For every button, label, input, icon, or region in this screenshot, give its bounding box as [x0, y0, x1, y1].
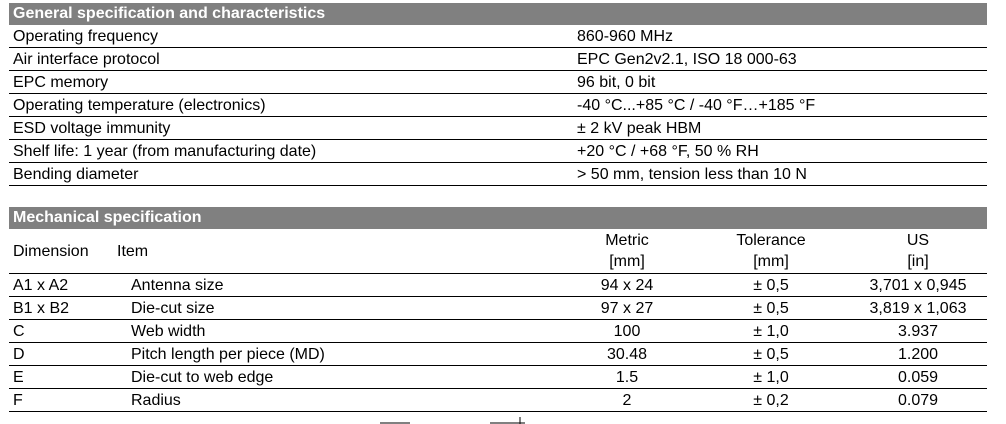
metric-label: Metric: [605, 232, 649, 249]
mechanical-spec-table: [9, 229, 987, 412]
spec-value: ± 2 kV peak HBM: [573, 117, 987, 140]
us-cell: 0.079: [849, 389, 987, 412]
general-spec-row: [9, 71, 987, 94]
item-cell: Web width: [113, 320, 561, 343]
metric-cell: 100: [561, 320, 693, 343]
dimension-cell: E: [9, 366, 113, 389]
dimension-col-header: Dimension: [9, 229, 113, 274]
us-cell: 1.200: [849, 343, 987, 366]
mechanical-spec-row: [9, 366, 987, 389]
page-fragment-decoration: [380, 417, 525, 424]
mechanical-spec-row: [9, 343, 987, 366]
general-spec-row: [9, 94, 987, 117]
item-col-header: Item: [113, 229, 561, 274]
general-spec-table: [9, 25, 987, 186]
metric-unit: [mm]: [609, 253, 645, 270]
tolerance-unit: [mm]: [753, 253, 789, 270]
tolerance-cell: ± 0,5: [693, 274, 849, 297]
tolerance-col-header: [693, 229, 849, 274]
spec-label: Bending diameter: [9, 163, 573, 186]
metric-cell: 94 x 24: [561, 274, 693, 297]
item-cell: Antenna size: [113, 274, 561, 297]
general-spec-row: [9, 117, 987, 140]
mechanical-header-row: [9, 229, 987, 274]
metric-cell: 2: [561, 389, 693, 412]
tolerance-cell: ± 1,0: [693, 366, 849, 389]
us-cell: 3,701 x 0,945: [849, 274, 987, 297]
item-cell: Pitch length per piece (MD): [113, 343, 561, 366]
spec-label: Shelf life: 1 year (from manufacturing date): [9, 140, 573, 163]
mechanical-spec-row: [9, 389, 987, 412]
metric-col-header: [561, 229, 693, 274]
spec-value: 860-960 MHz: [573, 25, 987, 48]
us-col-header: [849, 229, 987, 274]
spec-label: EPC memory: [9, 71, 573, 94]
general-spec-header: General specification and characteristics: [9, 3, 987, 25]
tolerance-cell: ± 0,2: [693, 389, 849, 412]
item-cell: Die-cut to web edge: [113, 366, 561, 389]
mechanical-spec-row: [9, 274, 987, 297]
dimension-cell: A1 x A2: [9, 274, 113, 297]
general-spec-row: [9, 48, 987, 71]
us-unit: [in]: [907, 253, 929, 270]
mechanical-spec-header: Mechanical specification: [9, 207, 987, 229]
spec-label: Air interface protocol: [9, 48, 573, 71]
tolerance-cell: ± 0,5: [693, 297, 849, 320]
metric-cell: 30.48: [561, 343, 693, 366]
dimension-cell: F: [9, 389, 113, 412]
general-spec-row: [9, 140, 987, 163]
spec-label: Operating frequency: [9, 25, 573, 48]
spec-label: Operating temperature (electronics): [9, 94, 573, 117]
us-cell: 3.937: [849, 320, 987, 343]
general-spec-row: [9, 163, 987, 186]
item-cell: Die-cut size: [113, 297, 561, 320]
us-cell: 3,819 x 1,063: [849, 297, 987, 320]
mechanical-spec-row: [9, 320, 987, 343]
metric-cell: 1.5: [561, 366, 693, 389]
dimension-cell: B1 x B2: [9, 297, 113, 320]
spec-label: ESD voltage immunity: [9, 117, 573, 140]
item-cell: Radius: [113, 389, 561, 412]
spec-value: 96 bit, 0 bit: [573, 71, 987, 94]
tolerance-cell: ± 1,0: [693, 320, 849, 343]
spec-value: +20 °C / +68 °F, 50 % RH: [573, 140, 987, 163]
general-spec-row: [9, 25, 987, 48]
tolerance-cell: ± 0,5: [693, 343, 849, 366]
dimension-cell: D: [9, 343, 113, 366]
metric-cell: 97 x 27: [561, 297, 693, 320]
us-label: US: [906, 232, 930, 249]
tolerance-label: Tolerance: [736, 232, 806, 249]
spec-value: EPC Gen2v2.1, ISO 18 000-63: [573, 48, 987, 71]
mechanical-spec-row: [9, 297, 987, 320]
spec-value: -40 °C...+85 °C / -40 °F…+185 °F: [573, 94, 987, 117]
us-cell: 0.059: [849, 366, 987, 389]
spec-value: > 50 mm, tension less than 10 N: [573, 163, 987, 186]
dimension-cell: C: [9, 320, 113, 343]
